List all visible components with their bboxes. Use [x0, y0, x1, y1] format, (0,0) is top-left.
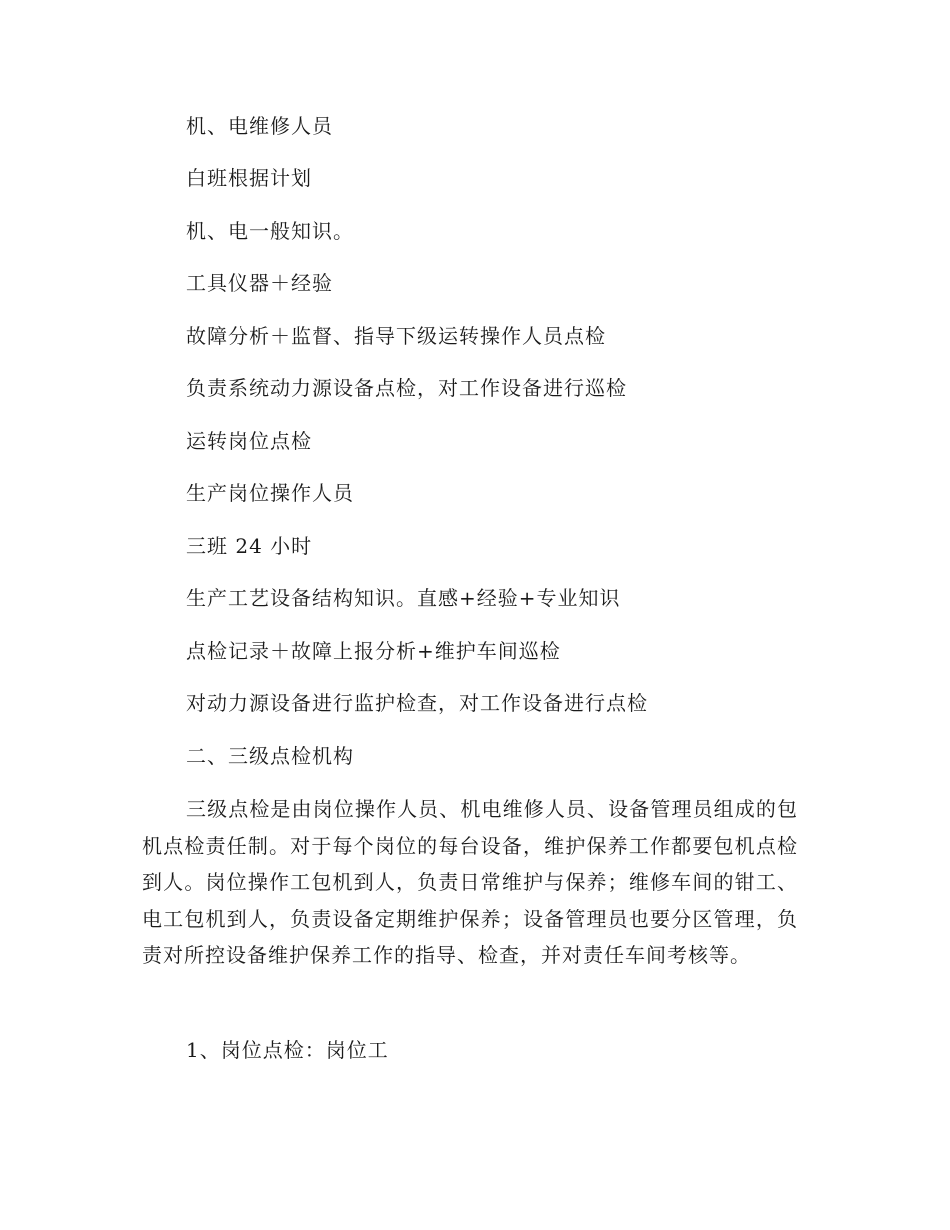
- section-heading: 二、三级点检机构: [186, 744, 354, 768]
- text-line-7: 运转岗位点检: [186, 429, 312, 453]
- subheading: 1、岗位点检：岗位工: [186, 1038, 389, 1062]
- text-line-11: 点检记录＋故障上报分析+维护车间巡检: [186, 639, 561, 663]
- text-line-9: 三班 24 小时: [186, 534, 313, 558]
- text-line-1: 机、电维修人员: [186, 114, 333, 138]
- text-line-2: 白班根据计划: [186, 166, 312, 190]
- body-paragraph: 三级点检是由岗位操作人员、机电维修人员、设备管理员组成的包机点检责任制。对于每个岗位的每台设备，维护保养工作都要包机点检到人。岗位操作工包机到人，负责日常维护与保养；维修车间的钳工、电工包机到人，负责设备定期维护保养；设备管理员也要分区管理，负责对所控设备维护保养工作的指导、检查，并对责任车间考核等。: [142, 797, 798, 967]
- text-line-12: 对动力源设备进行监护检查，对工作设备进行点检: [186, 691, 648, 715]
- text-line-3: 机、电一般知识。: [186, 219, 354, 243]
- text-line-4: 工具仪器＋经验: [186, 271, 333, 295]
- text-line-5: 故障分析＋监督、指导下级运转操作人员点检: [186, 324, 606, 348]
- text-line-6: 负责系统动力源设备点检，对工作设备进行巡检: [186, 376, 627, 400]
- text-line-8: 生产岗位操作人员: [186, 481, 354, 505]
- text-line-10: 生产工艺设备结构知识。直感+经验+专业知识: [186, 586, 621, 610]
